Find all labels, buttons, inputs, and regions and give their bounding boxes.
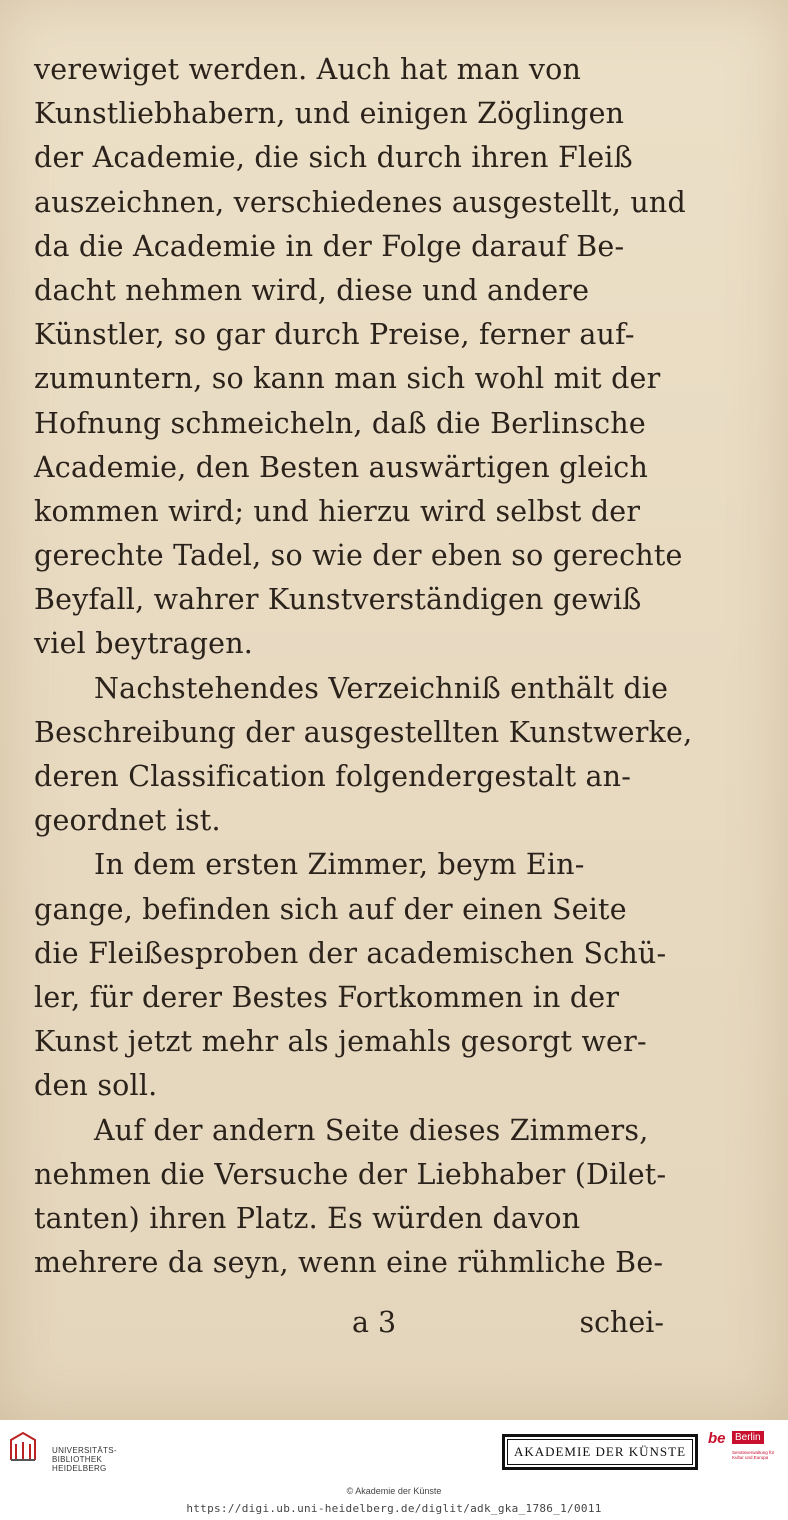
- copyright-notice: © Akademie der Künste: [346, 1486, 442, 1496]
- text-line: viel beytragen.: [34, 627, 254, 661]
- berlin-senate-logo[interactable]: [708, 1430, 778, 1476]
- text-line: deren Classification folgendergestalt an-: [34, 760, 632, 793]
- text-line: Kunstliebhabern, und einigen Zöglingen: [34, 97, 625, 131]
- text-line: nehmen die Versuche der Liebhaber (Dilet-: [34, 1157, 667, 1191]
- permalink-url[interactable]: https://digi.ub.uni-heidelberg.de/diglit/adk_gka_1786_1/0011: [186, 1502, 602, 1515]
- page-body-text: [34, 48, 693, 1285]
- university-library-logo[interactable]: [8, 1430, 117, 1473]
- text-line: In dem ersten Zimmer, beym Ein-: [94, 848, 585, 882]
- akademie-der-kuenste-logo[interactable]: [502, 1434, 698, 1470]
- library-emblem-icon: [8, 1430, 38, 1464]
- text-line: Beyfall, wahrer Kunstverständigen gewiß: [34, 583, 642, 617]
- signature-mark: a 3: [352, 1306, 397, 1339]
- text-line: dacht nehmen wird, diese und andere: [34, 273, 590, 307]
- page-footer: [34, 1300, 674, 1344]
- adk-label: AKADEMIE DER KÜNSTE: [513, 1444, 687, 1459]
- text-line: auszeichnen, verschiedenes ausgestellt, und: [34, 185, 686, 219]
- text-line: kommen wird; und hierzu wird selbst der: [34, 494, 641, 528]
- text-line: ler, für derer Bestes Fortkommen in der: [34, 980, 620, 1014]
- text-line: die Fleißesproben der academischen Schü-: [34, 936, 667, 970]
- text-line: der Academie, die sich durch ihren Fleiß: [34, 141, 633, 175]
- text-line: tanten) ihren Platz. Es würden davon: [34, 1201, 581, 1235]
- berlin-be-mark: be: [708, 1430, 726, 1447]
- text-line: geordnet ist.: [34, 804, 221, 838]
- catchword: schei-: [579, 1306, 664, 1339]
- text-line: Künstler, so gar durch Preise, ferner auf-: [34, 318, 635, 352]
- text-line: Academie, den Besten auswärtigen gleich: [34, 450, 648, 484]
- library-name-line: HEIDELBERG: [52, 1464, 107, 1473]
- text-line: Hofnung schmeicheln, daß die Berlinsche: [34, 406, 646, 440]
- text-line: gange, befinden sich auf der einen Seite: [34, 892, 627, 926]
- text-line: Beschreibung der ausgestellten Kunstwerke,: [34, 715, 693, 749]
- text-line: da die Academie in der Folge darauf Be-: [34, 229, 625, 263]
- text-line: Nachstehendes Verzeichniß enthält die: [94, 671, 669, 705]
- berlin-wordmark: Berlin: [732, 1431, 764, 1444]
- library-name-line: BIBLIOTHEK: [52, 1455, 103, 1464]
- text-line: mehrere da seyn, wenn eine rühmliche Be-: [34, 1246, 664, 1280]
- text-line: gerechte Tadel, so wie der eben so gerechte: [34, 539, 683, 573]
- text-line: Kunst jetzt mehr als jemahls gesorgt wer-: [34, 1025, 647, 1059]
- berlin-department: Senatsverwaltung für Kultur und Europa: [732, 1450, 775, 1460]
- library-name-line: UNIVERSITÄTS-: [52, 1446, 117, 1455]
- text-line: den soll.: [34, 1069, 158, 1103]
- viewer-footer: [0, 1420, 788, 1520]
- text-line: zumuntern, so kann man sich wohl mit der: [34, 362, 661, 396]
- text-line: verewiget werden. Auch hat man von: [34, 53, 582, 86]
- text-line: Auf der andern Seite dieses Zimmers,: [94, 1113, 649, 1147]
- library-name: [52, 1446, 117, 1473]
